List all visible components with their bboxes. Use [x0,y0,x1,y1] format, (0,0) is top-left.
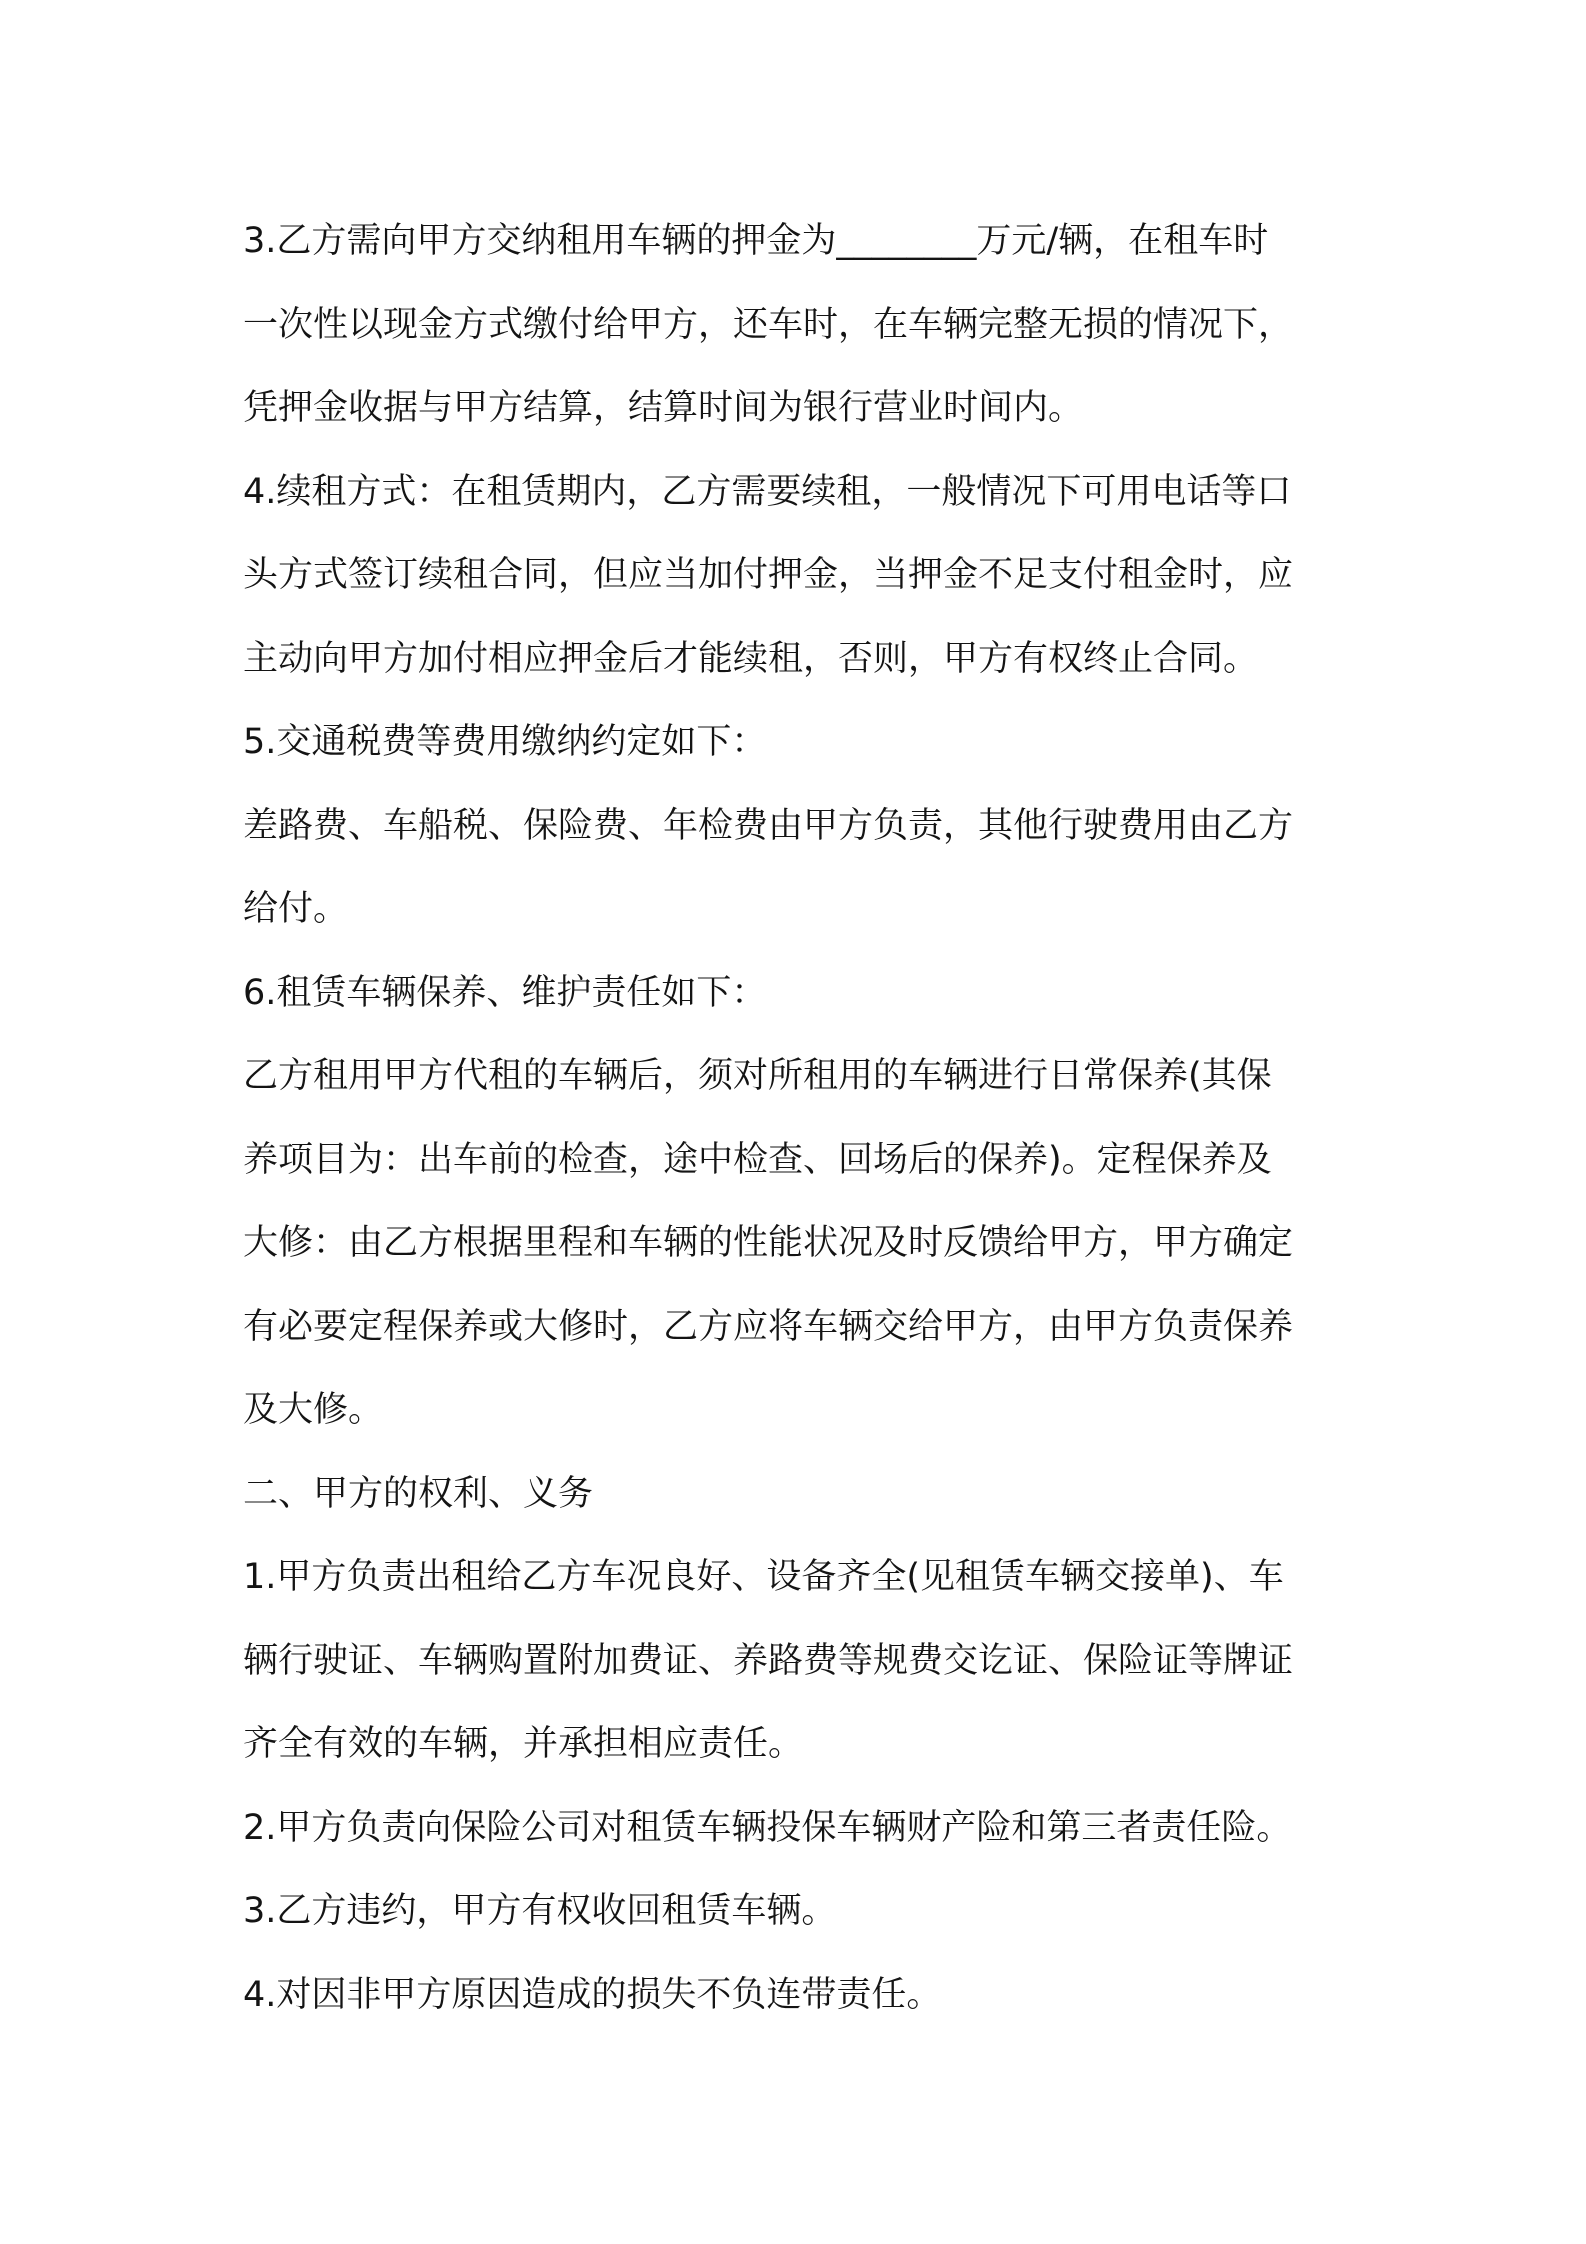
contract-text [243,200,1363,2037]
text-line: 5.交通税费等费用缴纳约定如下： [243,722,767,762]
text-line: 6.租赁车辆保养、维护责任如下： [243,972,767,1013]
text-line: 养项目为：出车前的检查，途中检查、回场后的保养)。定程保养及 [243,1139,1272,1180]
text-line: 1.甲方负责出租给乙方车况良好、设备齐全(见租赁车辆交接单)、车 [243,1557,1284,1597]
text-line: 主动向甲方加付相应押金后才能续租，否则，甲方有权终止合同。 [243,638,1259,679]
text-line: 3.乙方需向甲方交纳租用车辆的押金为________万元/辆，在租车时 [243,221,1269,261]
text-line: 乙方租用甲方代租的车辆后，须对所租用的车辆进行日常保养(其保 [243,1056,1272,1096]
text-line: 大修：由乙方根据里程和车辆的性能状况及时反馈给甲方，甲方确定 [243,1223,1294,1263]
text-line: 辆行驶证、车辆购置附加费证、养路费等规费交讫证、保险证等牌证 [243,1640,1294,1681]
text-line: 及大修。 [243,1390,384,1430]
text-line: 2.甲方负责向保险公司对租赁车辆投保车辆财产险和第三者责任险。 [243,1807,1292,1848]
text-line: 一次性以现金方式缴付给甲方，还车时，在车辆完整无损的情况下， [243,304,1294,345]
text-line: 凭押金收据与甲方结算，结算时间为银行营业时间内。 [243,388,1084,428]
text-line: 4.续租方式：在租赁期内，乙方需要续租，一般情况下可用电话等口 [243,471,1292,512]
text-line: 3.乙方违约，甲方有权收回租赁车辆。 [243,1891,837,1931]
section-heading: 二、甲方的权利、义务 [243,1473,594,1514]
text-line: 4.对因非甲方原因造成的损失不负连带责任。 [243,1974,942,2015]
text-line: 齐全有效的车辆，并承担相应责任。 [243,1724,804,1764]
text-line: 有必要定程保养或大修时，乙方应将车辆交给甲方，由甲方负责保养 [243,1306,1294,1347]
text-line: 头方式签订续租合同，但应当加付押金，当押金不足支付租金时，应 [243,555,1294,595]
text-line: 给付。 [243,889,349,929]
text-line: 差路费、车船税、保险费、年检费由甲方负责，其他行驶费用由乙方 [243,805,1294,846]
